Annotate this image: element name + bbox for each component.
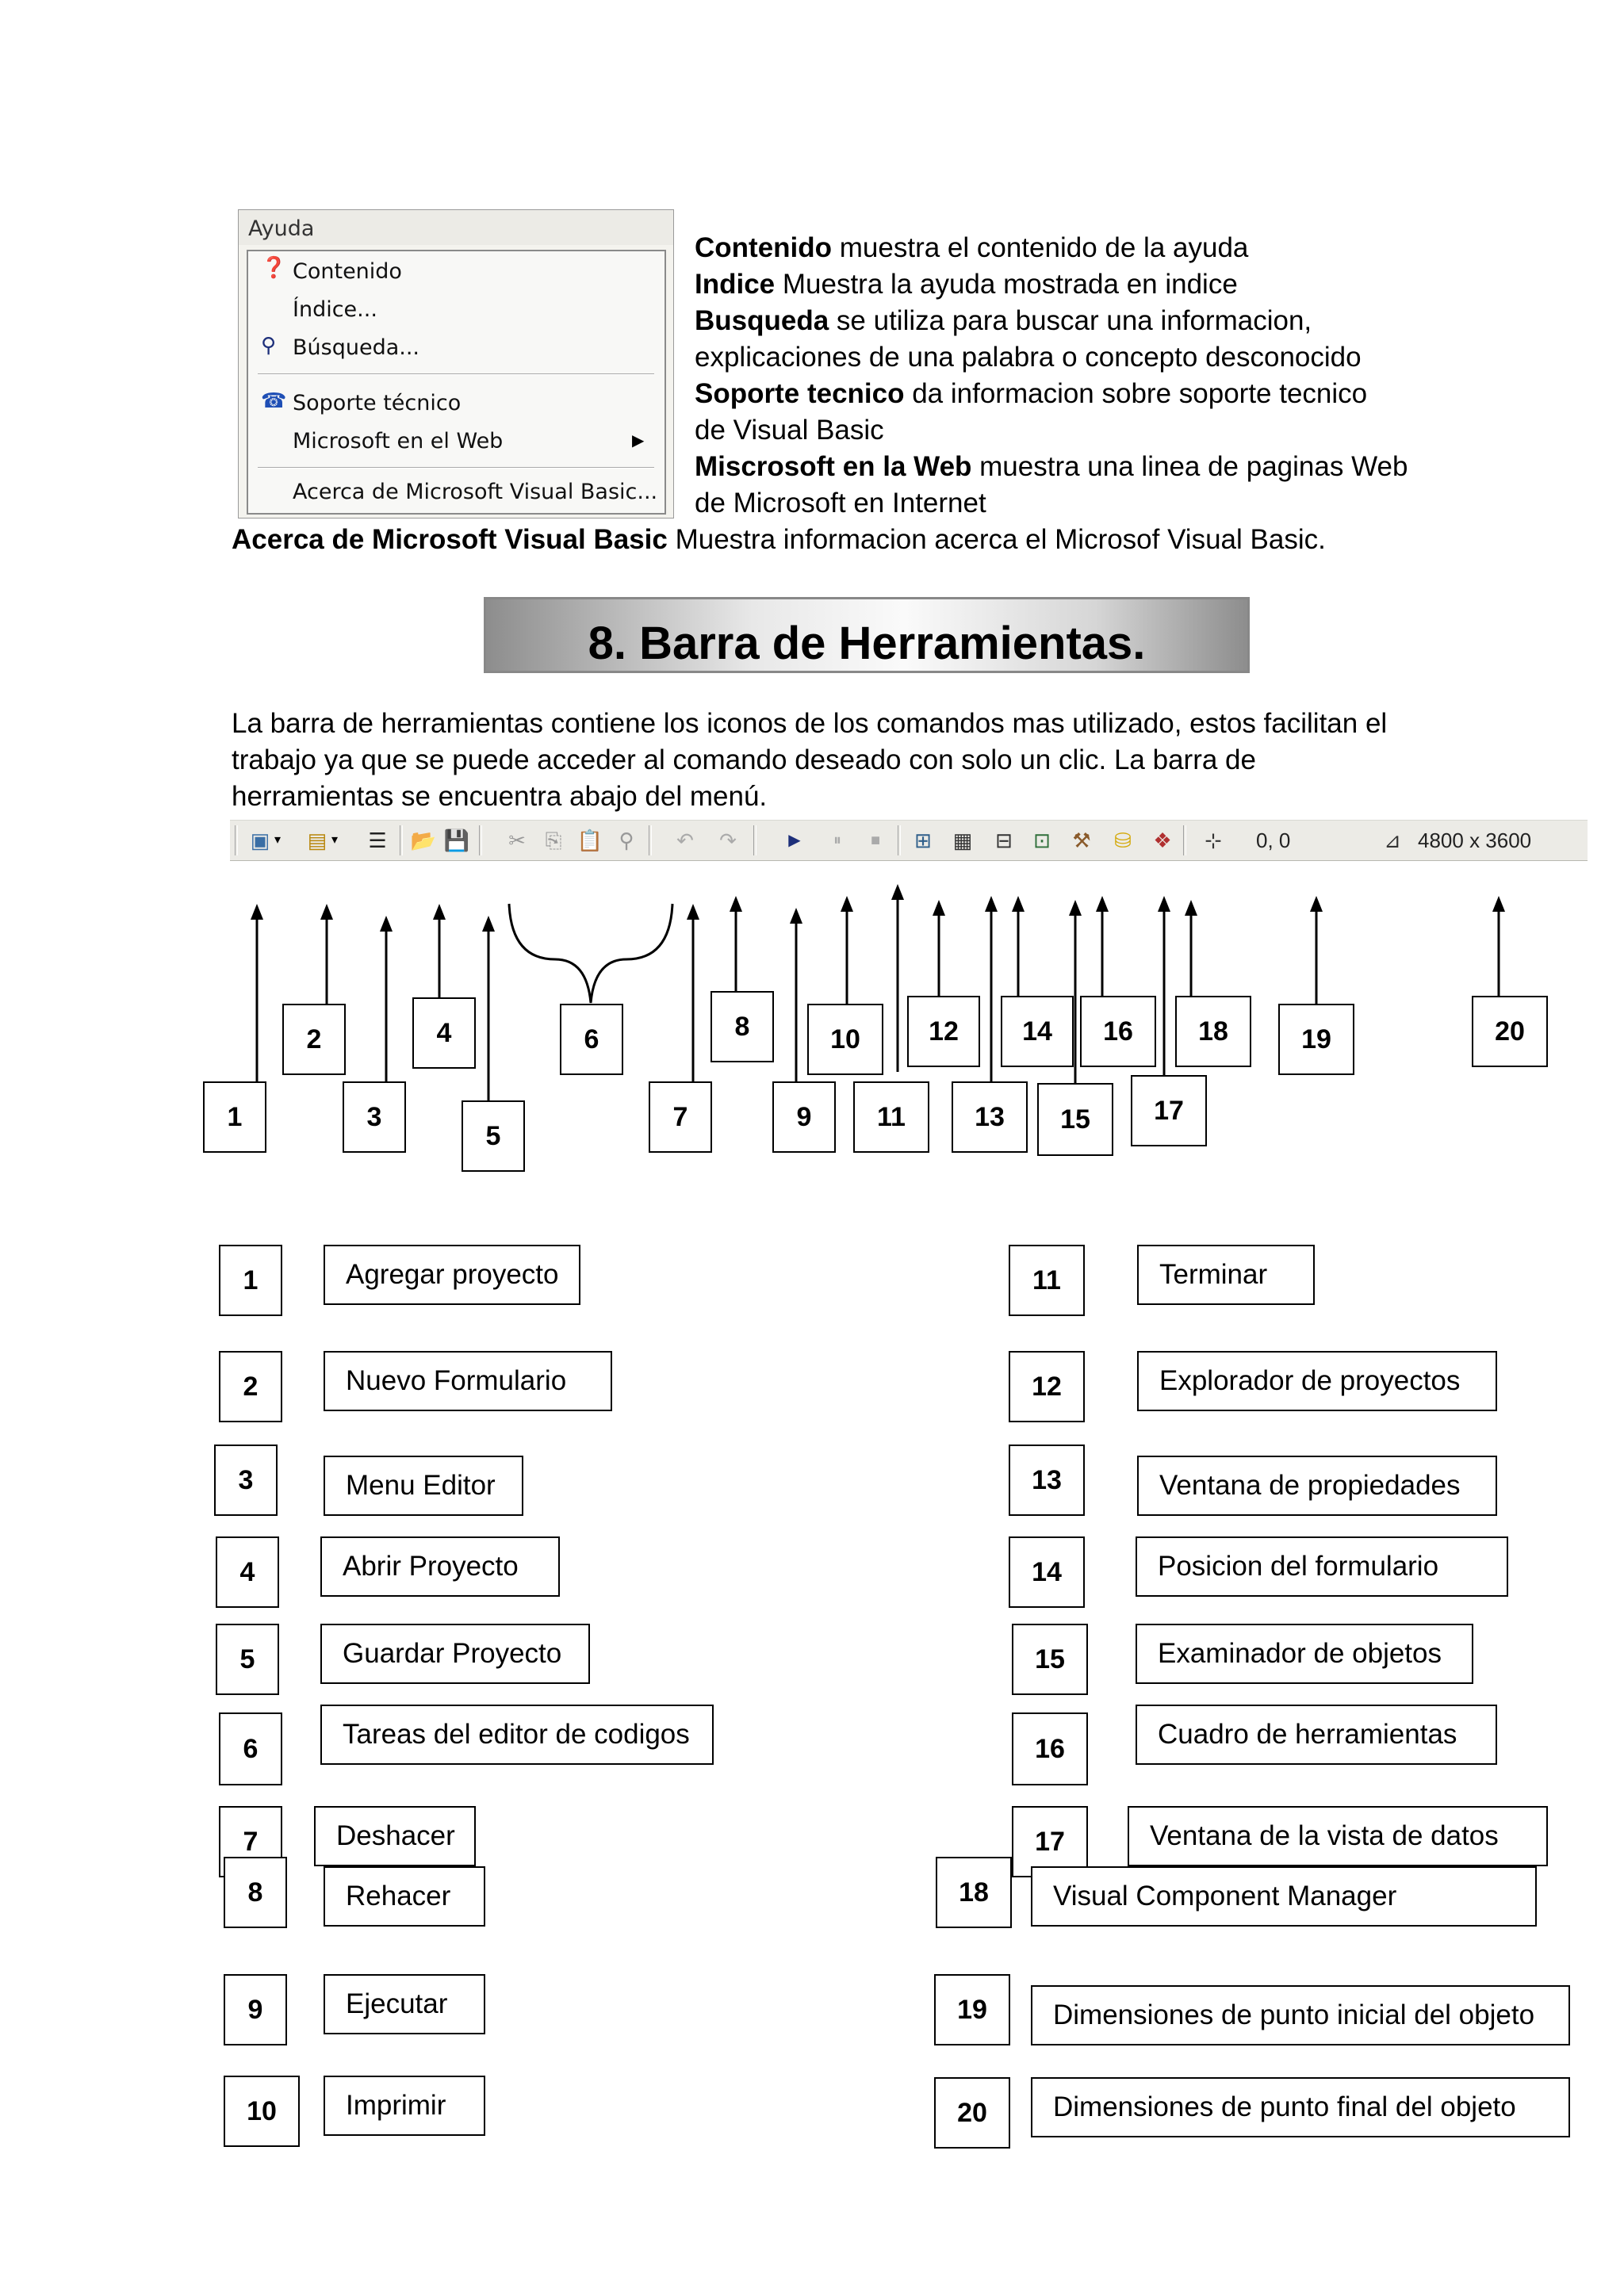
legend-number: 11 <box>1009 1245 1085 1316</box>
dropdown-arrow-icon[interactable]: ▾ <box>331 833 339 847</box>
legend-number: 1 <box>219 1245 282 1316</box>
callout-7: 7 <box>649 1081 712 1153</box>
legend-label: Abrir Proyecto <box>320 1536 560 1597</box>
desc-term: Indice <box>695 269 776 300</box>
legend-number: 9 <box>224 1974 287 2045</box>
legend-label: Visual Component Manager <box>1031 1866 1537 1927</box>
project-explorer-icon[interactable]: ⊞ <box>914 828 932 852</box>
binoculars-help-icon: ⚲ <box>261 334 277 358</box>
intro-line: La barra de herramientas contiene los iconos de los comandos mas utilizado, estos facilitan el <box>232 708 1388 739</box>
dropdown-arrow-icon[interactable]: ▾ <box>274 833 282 847</box>
intro-line: herramientas se encuentra abajo del menú. <box>232 781 768 812</box>
menu-title-ayuda[interactable]: Ayuda <box>248 216 315 241</box>
legend-number: 3 <box>214 1445 278 1516</box>
callout-6: 6 <box>560 1004 623 1075</box>
callout-5: 5 <box>462 1100 525 1172</box>
callout-13: 13 <box>952 1081 1028 1153</box>
toolbox-icon[interactable]: ⚒ <box>1072 828 1091 852</box>
legend-label: Ventana de propiedades <box>1137 1456 1497 1516</box>
object-browser-icon[interactable]: ⊡ <box>1033 828 1051 852</box>
callout-15: 15 <box>1037 1083 1113 1156</box>
legend-label: Rehacer <box>324 1866 485 1927</box>
desc-text: explicaciones de una palabra o concepto desconocido <box>695 342 1362 373</box>
copy-icon[interactable]: ⎘ <box>545 828 562 852</box>
legend-number: 17 <box>1012 1806 1088 1877</box>
size-readout: 4800 x 3600 <box>1418 828 1532 852</box>
desc-text: Muestra informacion acerca el Microsof Visual Basic. <box>667 524 1326 555</box>
desc-term: Acerca de Microsoft Visual Basic <box>232 524 668 555</box>
desc-term: Contenido <box>695 232 833 263</box>
legend-label: Menu Editor <box>324 1456 523 1516</box>
legend-label: Dimensiones de punto final del objeto <box>1031 2077 1570 2137</box>
undo-icon[interactable]: ↶ <box>676 828 694 852</box>
save-project-icon[interactable]: 💾 <box>443 828 470 852</box>
menu-item-indice[interactable]: Índice... <box>293 297 377 322</box>
legend-number: 7 <box>219 1806 282 1877</box>
desc-text: de Visual Basic <box>695 415 884 446</box>
size-icon: ⊿ <box>1384 828 1401 852</box>
legend-number: 13 <box>1009 1445 1085 1516</box>
callout-2: 2 <box>282 1004 346 1075</box>
callout-19: 19 <box>1278 1004 1354 1075</box>
position-readout: 0, 0 <box>1256 828 1291 852</box>
run-icon[interactable]: ▶ <box>788 832 801 849</box>
menu-item-acerca[interactable]: Acerca de Microsoft Visual Basic... <box>293 480 658 504</box>
visual-component-manager-icon[interactable]: ❖ <box>1153 828 1172 852</box>
legend-number: 20 <box>934 2077 1010 2149</box>
add-project-icon[interactable]: ▣ <box>250 828 270 852</box>
callout-9: 9 <box>772 1081 836 1153</box>
legend-number: 12 <box>1009 1351 1085 1422</box>
legend-label: Agregar proyecto <box>324 1245 580 1305</box>
section-heading-text: 8. Barra de Herramientas. <box>588 618 1146 669</box>
legend-label: Posicion del formulario <box>1136 1536 1508 1597</box>
legend-label: Deshacer <box>314 1806 476 1866</box>
legend-label: Cuadro de herramientas <box>1136 1705 1497 1765</box>
legend-number: 19 <box>934 1974 1010 2045</box>
intro-line: trabajo ya que se puede acceder al comando deseado con solo un clic. La barra de <box>232 744 1256 775</box>
legend-label: Ejecutar <box>324 1974 485 2034</box>
help-book-icon: ❓ <box>261 256 287 280</box>
legend-label: Tareas del editor de codigos <box>320 1705 714 1765</box>
legend-label: Terminar <box>1137 1245 1315 1305</box>
desc-text: Muestra la ayuda mostrada en indice <box>775 269 1238 300</box>
legend-number: 6 <box>219 1712 282 1785</box>
open-project-icon[interactable]: 📂 <box>410 828 437 852</box>
callout-10: 10 <box>807 1004 883 1075</box>
legend-number: 2 <box>219 1351 282 1422</box>
legend-number: 16 <box>1012 1712 1088 1785</box>
stop-icon[interactable]: ■ <box>870 832 881 849</box>
legend-label: Dimensiones de punto inicial del objeto <box>1031 1985 1570 2045</box>
callout-20: 20 <box>1472 996 1548 1067</box>
callout-14: 14 <box>1001 996 1074 1067</box>
desc-text: muestra una linea de paginas Web <box>971 451 1408 482</box>
desc-term: Busqueda <box>695 305 829 336</box>
legend-label: Examinador de objetos <box>1136 1624 1473 1684</box>
menu-item-soporte[interactable]: Soporte técnico <box>293 391 462 415</box>
new-form-icon[interactable]: ▤ <box>307 828 327 852</box>
legend-label: Ventana de la vista de datos <box>1128 1806 1548 1866</box>
legend-number: 4 <box>216 1536 279 1608</box>
data-view-icon[interactable]: ⛁ <box>1114 828 1132 852</box>
menu-item-microsoft-web[interactable]: Microsoft en el Web <box>293 429 504 453</box>
legend-label: Imprimir <box>324 2076 485 2136</box>
support-icon: ☎ <box>261 389 287 413</box>
callout-12: 12 <box>907 996 980 1067</box>
desc-text: de Microsoft en Internet <box>695 488 986 519</box>
find-icon[interactable]: ⚲ <box>619 828 634 852</box>
legend-label: Explorador de proyectos <box>1137 1351 1497 1411</box>
legend-number: 5 <box>216 1624 279 1695</box>
menu-item-busqueda[interactable]: Búsqueda... <box>293 335 419 360</box>
legend-number: 8 <box>224 1857 287 1928</box>
properties-window-icon[interactable]: ▦ <box>952 828 973 852</box>
pause-icon[interactable]: ⏸ <box>833 832 841 849</box>
position-icon: ⊹ <box>1205 828 1222 852</box>
legend-number: 10 <box>224 2076 300 2147</box>
paste-icon[interactable]: 📋 <box>576 828 603 852</box>
desc-term: Miscrosoft en la Web <box>695 451 972 482</box>
legend-label: Nuevo Formulario <box>324 1351 612 1411</box>
legend-number: 18 <box>936 1857 1012 1928</box>
desc-term: Soporte tecnico <box>695 378 905 409</box>
callout-8: 8 <box>710 991 774 1062</box>
cut-icon[interactable]: ✂ <box>508 828 526 852</box>
submenu-arrow-icon: ▶ <box>632 430 645 450</box>
menu-item-contenido[interactable]: Contenido <box>293 259 402 284</box>
legend-label: Guardar Proyecto <box>320 1624 590 1684</box>
callout-4: 4 <box>412 997 476 1069</box>
callout-11: 11 <box>853 1081 929 1153</box>
callout-17: 17 <box>1131 1075 1207 1146</box>
desc-text: da informacion sobre soporte tecnico <box>904 378 1368 409</box>
legend-number: 15 <box>1012 1624 1088 1695</box>
legend-number: 14 <box>1009 1536 1085 1608</box>
callout-3: 3 <box>343 1081 406 1153</box>
menu-editor-icon[interactable]: ☰ <box>368 828 387 852</box>
callout-18: 18 <box>1175 996 1251 1067</box>
desc-text: muestra el contenido de la ayuda <box>832 232 1249 263</box>
callout-1: 1 <box>203 1081 266 1153</box>
desc-text: se utiliza para buscar una informacion, <box>829 305 1312 336</box>
callout-16: 16 <box>1080 996 1156 1067</box>
redo-icon[interactable]: ↷ <box>719 828 737 852</box>
form-layout-icon[interactable]: ⊟ <box>995 828 1013 852</box>
